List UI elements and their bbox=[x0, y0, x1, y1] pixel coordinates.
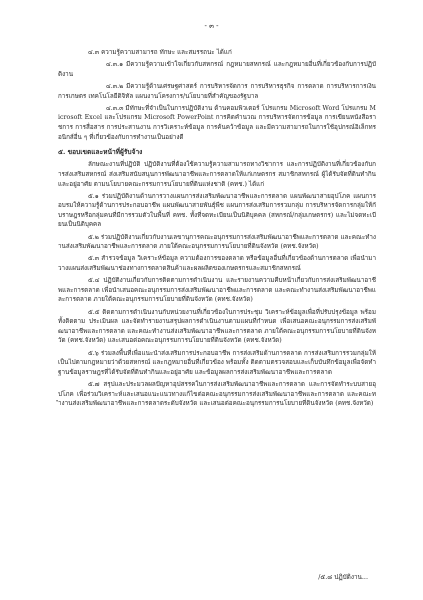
duty-paragraph: ๕.๒ ร่วมปฏิบัติงานเกี่ยวกับงานเลขานุการคณะอนุกรรมการส่งเสริมพัฒนาอาชีพและการตลาด และคณะทำงานส่งเสริมพัฒนาอาชีพและการตลาด ภายใต้คณะอนุกรรมการนโยบายที่ดินจังหวัด (คทช.จังหวัด) bbox=[58, 233, 376, 251]
duties-list bbox=[58, 160, 376, 408]
qualification-paragraph: ๔.๓.๒ มีความรู้ด้านเศรษฐศาสตร์ การบริหารจัดการ การบริหารธุรกิจ การตลาด การบริหารการเงิน การเกษตร เทคโนโลยีดิจิทัล แผนงานโครงการ/นโยบายที่สำคัญของรัฐบาล bbox=[58, 82, 376, 100]
qualification-paragraph: ๔.๓.๑ มีความรู้ความเข้าใจเกี่ยวกับสหกรณ์ กฎหมายสหกรณ์ และกฎหมายอื่นที่เกี่ยวข้องกับการปฏิบัติงาน bbox=[58, 61, 376, 78]
qualification-paragraph: ๔.๓ ความรู้ความสามารถ ทักษะ และสมรรถนะ ได้แก่ bbox=[88, 49, 232, 56]
qualification-paragraph: ๔.๓.๓ มีทักษะที่จำเป็นในการปฏิบัติงาน ด้านคอมพิวเตอร์ โปรแกรม Microsoft Word โปรแกรม Microsoft Excel และโปรแกรม Microsoft PowerPoint การคิดคำนวณ การบริหารจัดการข้อมูล การเขียนหนังสือราชการ การสื่อสาร การประสานงาน การวิเคราะห์ข้อมูล การค้นคว้าข้อมูล และมีความสามารถในการใช้อุปกรณ์อิเล็กทรอนิกส์อื่น ๆ ที่เกี่ยวข้องกับการทำงานเป็นอย่างดี bbox=[58, 104, 376, 141]
duty-paragraph: ๕.๕ ติดตามการดำเนินงานกับหน่วยงานที่เกี่ยวข้องในการประชุม วิเคราะห์ข้อมูลเพื่อที่ปรับปรุงข้อมูล พร้อมทั้งติดตาม ประเมินผล และจัดทำรายงานสรุปผลการดำเนินงานตามแผนที่กำหนด เพื่อเสนอคณะอนุกรรมการส่งเสริมพัฒนาอาชีพและการตลาด และคณะทำงานส่งเสริมพัฒนาอาชีพและการตลาด ภายใต้คณะอนุกรรมการนโยบายที่ดินจังหวัด (คทช.จังหวัด) และเสนอต่อคณะอนุกรรมการนโยบายที่ดินจังหวัด (คทช.จังหวัด) bbox=[58, 308, 376, 345]
qualification-list bbox=[58, 48, 376, 142]
duty-paragraph: ๕.๔ ปฏิบัติงานเกี่ยวกับการติดตามการดำเนินงาน และรายงานความคืบหน้าเกี่ยวกับการส่งเสริมพัฒนาอาชีพและการตลาด เพื่อนำเสนอคณะอนุกรรมการส่งเสริมพัฒนาอาชีพและการตลาด และคณะทำงานส่งเสริมพัฒนาอาชีพและการตลาด ภายใต้คณะอนุกรรมการนโยบายที่ดินจังหวัด (คทช.จังหวัด) bbox=[58, 277, 376, 304]
continued-marker: /๕.๘ ปฏิบัติงาน... bbox=[318, 573, 368, 581]
section-heading: ๕. ขอบเขตและหน้าที่ผู้รับจ้าง bbox=[58, 148, 143, 157]
duty-paragraph: ๕.๓ สำรวจข้อมูล วิเคราะห์ข้อมูล ความต้องการของตลาด หรือข้อมูลอื่นที่เกี่ยวข้องด้านการตลาด เพื่อนำมาวางแผนส่งเสริมพัฒนาช่องทางการตลาดสินค้าและผลผลิตของเกษตรกรและสมาชิกสหกรณ์ bbox=[58, 255, 376, 273]
duty-paragraph: ๕.๑ ร่วมปฏิบัติงานด้านการวางแผนการส่งเสริมพัฒนาอาชีพและการตลาด แผนพัฒนาสายอุปโภค แผนการอบรมให้ความรู้ด้านการประกอบอาชีพ แผนพัฒนาสายพันธุ์พืช แผนการส่งเสริมการรวมกลุ่ม การบริหารจัดการกลุ่มให้กับราษฎรหรือกลุ่มคนที่มีการรวมตัวในพื้นที่ คทช. ทั้งที่จดทะเบียนเป็นนิติบุคคล (สหกรณ์/กลุ่มเกษตรกร) และไม่จดทะเบียนเป็นนิติบุคคล bbox=[58, 192, 376, 229]
duty-paragraph: ๕.๖ ร่วมลงพื้นที่เพื่อแนะนำส่งเสริมการประกอบอาชีพ การส่งเสริมด้านการตลาด การส่งเสริมการรวมกลุ่มให้เป็นไปตามกฎหมายว่าด้วยสหกรณ์ และกฎหมายอื่นที่เกี่ยวข้อง พร้อมทั้ง ติดตามตรวจสอบและเก็บบันทึกข้อมูลเพื่อจัดทำฐานข้อมูลราษฎรที่ได้รับจัดที่ดินทำกินและอยู่อาศัย และข้อมูลผลการส่งเสริมพัฒนาอาชีพและการตลาด bbox=[58, 349, 376, 376]
duty-paragraph: ลักษณะงานที่ปฏิบัติ ปฏิบัติงานที่ต้องใช้ความรู้ความสามารถทางวิชาการ และการปฏิบัติงานที่เกี่ยวข้องกับการส่งเสริมสหกรณ์ ส่งเสริมสนับสนุนการพัฒนาอาชีพและการตลาดให้แก่เกษตรกร สมาชิกสหกรณ์ ผู้ได้รับจัดที่ดินทำกิน และอยู่อาศัย ตามนโยบายคณะกรรมการนโยบายที่ดินแห่งชาติ (คทช.) ได้แก่ bbox=[58, 161, 376, 188]
duty-paragraph: ๕.๗ สรุปและประมวลผลปัญหาอุปสรรคในการส่งเสริมพัฒนาอาชีพและการตลาด และการจัดทำระบบสายอุปโภค เพื่อร่วมวิเคราะห์และเสนอแนะแนวทางแก้ไขต่อคณะอนุกรรมการส่งเสริมพัฒนาอาชีพและการตลาด และคณะทำงานส่งเสริมพัฒนาอาชีพและการตลาดระดับจังหวัด และเสนอต่อคณะอนุกรรมการนโยบายที่ดินจังหวัด (คทช.จังหวัด) bbox=[58, 380, 376, 408]
page-number: - ๓ - bbox=[204, 22, 219, 30]
document-body bbox=[58, 48, 376, 411]
